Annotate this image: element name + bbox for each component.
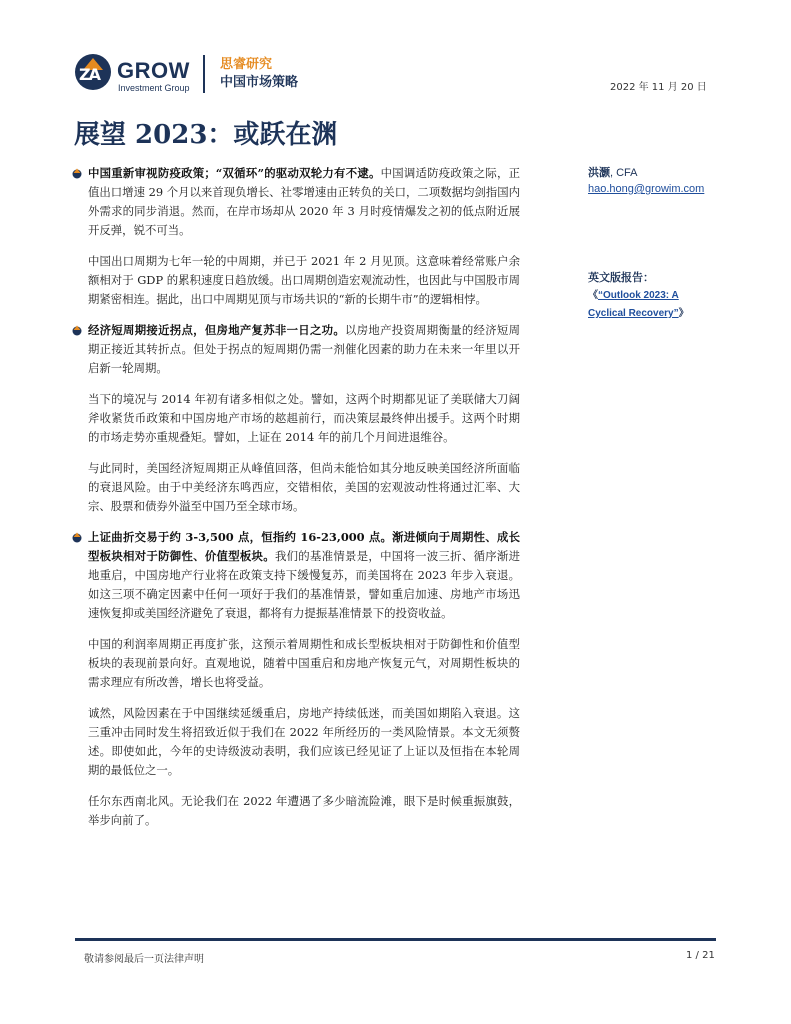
paragraph-5: 与此同时，美国经济短周期正从峰值回落，但尚未能恰如其分地反映美国经济所面临的衰退风险。由于中美经济东鸣西应，交错相依，美国的宏观波动性将通过汇率、大宗、股票和债券外溢至中国乃至全球市场。 (88, 461, 520, 513)
page-title: 展望 2023：或跃在渊 (74, 120, 338, 150)
bullet-3-text: 我们的基准情景是，中国将一波三折、循序渐进地重启，中国房地产行业将在政策支持下缓慢复苏，而美国将在 2023 年步入衰退。如这三项不确定因素中任何一项好于我们的基准情景，譬如重启加速、房地产市场迅速恢复抑或美国经济避免了衰退，都将有力提振基准情景下的投资收益。 (88, 549, 520, 620)
header-divider (203, 55, 205, 93)
paragraph-6 (88, 528, 520, 623)
main-content (88, 164, 520, 842)
english-report-label: 英文版报告： (588, 271, 654, 284)
bullet-section-1 (88, 164, 520, 240)
paragraph-7: 中国的利润率周期正再度扩张，这预示着周期性和成长型板块相对于防御性和价值型板块的表现前景向好。直观地说，随着中国重启和房地产恢复元气，对周期性板块的需求理应有所改善，增长也将受益。 (88, 637, 520, 689)
author-name-text: 洪灏 (588, 167, 610, 179)
brand-research-label: 思睿研究 (220, 57, 273, 72)
report-bracket-open: 《 (588, 290, 598, 301)
author-sidebar (588, 164, 718, 323)
bullet-section-3 (88, 528, 520, 623)
brand-strategy-label: 中国市场策略 (220, 75, 299, 90)
page-number: 1 / 21 (686, 950, 715, 961)
author-credential: , CFA (610, 167, 638, 179)
bullet-section-2 (88, 321, 520, 378)
report-date: 2022 年 11 月 20 日 (610, 82, 707, 93)
footer-divider (75, 938, 716, 941)
report-bracket-close: 》 (678, 308, 689, 319)
paragraph-8: 诚然，风险因素在于中国继续延缓重启，房地产持续低迷，而美国如期陷入衰退。这三重冲击同时发生将招致近似于我们在 2022 年所经历的一类风险情景。本文无须赘述。即使如此，今年的史诗级波动表明，我们应该已经见证了上证以及恒指在本轮周期的最低位之一。 (88, 706, 520, 777)
english-report-link[interactable]: “Outlook 2023: A Cyclical Recovery” (588, 290, 679, 319)
logo-subtitle: Investment Group (118, 83, 190, 93)
paragraph-1 (88, 164, 520, 240)
paragraph-2: 中国出口周期为七年一轮的中周期，并已于 2021 年 2 月见顶。这意味着经常账户余额相对于 GDP 的累积速度日趋放缓。出口周期创造宏观流动性，也因此与中国股市周期紧密相连。据此，出口中周期见顶与市场共识的“新的长期牛市”的逻辑相悖。 (88, 254, 520, 306)
bullet-icon (71, 167, 83, 179)
logo-mark: ZA (79, 65, 99, 84)
bullet-3-heading: 上证曲折交易于约 3-3,500 点，恒指约 16-23,000 点。渐进倾向于周期性、成长型板块相对于防御性、价值型板块。 (88, 530, 520, 563)
bullet-1-heading: 中国重新审视防疫政策；“双循环”的驱动双轮力有不逮。 (88, 166, 381, 180)
bullet-icon (71, 324, 83, 336)
company-logo (75, 50, 205, 95)
paragraph-4: 当下的境况与 2014 年初有诸多相似之处。譬如，这两个时期都见证了美联储大刀阔斧收紧货币政策和中国房地产市场的趑趄前行，而决策层最终伸出援手。这两个时期的市场走势亦重规叠矩。譬如，上证在 2014 年的前几个月间进退维谷。 (88, 392, 520, 444)
author-email-link[interactable]: hao.hong@growim.com (588, 183, 705, 195)
bullet-2-heading: 经济短周期接近拐点，但房地产复苏非一日之功。 (88, 323, 346, 337)
author-name (588, 164, 718, 180)
legal-disclaimer-note: 敬请参阅最后一页法律声明 (84, 954, 204, 965)
logo-wordmark: GROW (117, 58, 190, 83)
paragraph-3 (88, 321, 520, 378)
english-report-reference (588, 287, 718, 323)
bullet-2-text: 以房地产投资周期衡量的经济短周期正接近其转折点。但处于拐点的短周期仍需一剂催化因素的助力在未来一年里以开启新一轮周期。 (88, 323, 520, 375)
bullet-icon (71, 531, 83, 543)
paragraph-9: 任尔东西南北风。无论我们在 2022 年遭遇了多少暗流险滩，眼下是时候重振旗鼓，举步向前了。 (88, 794, 520, 827)
bullet-1-text: 中国调适防疫政策之际，正值出口增速 29 个月以来首现负增长、社零增速由正转负的关口，二项数据均剑指国内外需求的同步消退。然而，在岸市场却从 2020 年 3 月时疫情爆发之初的低点附近展开反弹，锐不可当。 (88, 166, 520, 237)
